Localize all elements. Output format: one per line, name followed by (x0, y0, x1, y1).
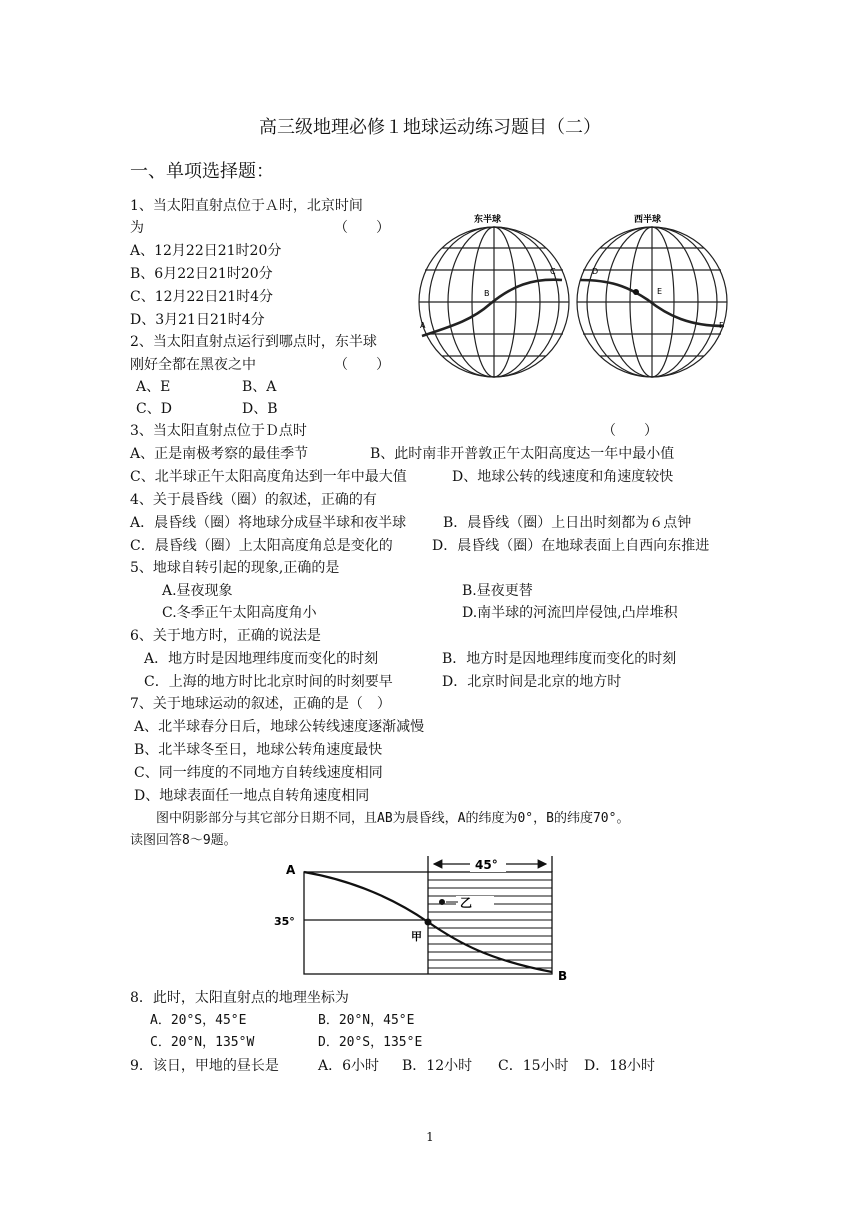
label-35-degrees: 35° (274, 915, 295, 928)
q2-option-d: D、B (242, 401, 278, 417)
label-b: B (558, 969, 568, 982)
q3-option-a: A、正是南极考察的最佳季节 (130, 446, 309, 462)
figure-intro-line1: 图中阴影部分与其它部分日期不同，且AB为晨昏线，A的纬度为0°，B的纬度70°。 (156, 811, 630, 826)
q1-option-d: D、3月21日21时4分 (130, 312, 265, 328)
label-jia: 甲 (411, 930, 422, 943)
q1-stem-line2: 为 (130, 220, 144, 236)
q6-option-d: D．北京时间是北京的地方时 (442, 674, 622, 690)
q7-stem: 7、关于地球运动的叙述，正确的是（ ） (130, 696, 391, 712)
q2-answer-bracket: （ ） (334, 357, 390, 373)
q3-option-d: D、地球公转的线速度和角速度较快 (452, 469, 674, 485)
east-hemisphere-label: 东半球 (474, 215, 502, 225)
q8-option-b: B．20°N，45°E (318, 1013, 415, 1028)
q8-option-c: C．20°N，135°W (150, 1035, 255, 1050)
terminator-figure (270, 852, 580, 982)
q9-option-c: C．15小时 (498, 1058, 569, 1074)
q4-option-d: D．晨昏线（圈）在地球表面上自西向东推进 (432, 538, 710, 554)
q5-option-a: A.昼夜现象 (162, 583, 233, 599)
point-e-label: E (657, 287, 663, 296)
point-b-label: B (484, 289, 490, 298)
q4-option-a: A．晨昏线（圈）将地球分成昼半球和夜半球 (130, 515, 407, 531)
q1-option-c: C、12月22日21时4分 (130, 289, 274, 305)
q7-option-d: D、地球表面任一地点自转角速度相同 (134, 788, 370, 804)
q7-option-b: B、北半球冬至日，地球公转角速度最快 (134, 742, 383, 758)
q3-stem: 3、当太阳直射点位于Ｄ点时 (130, 423, 307, 439)
point-a-label: A (420, 321, 426, 330)
q6-option-a: A．地方时是因地理纬度而变化的时刻 (144, 651, 379, 667)
page-number: 1 (426, 1130, 434, 1144)
q7-option-a: A、北半球春分日后，地球公转线速度逐渐减慢 (134, 719, 425, 735)
page-title: 高三级地理必修１地球运动练习题目（二） (259, 117, 601, 138)
q2-stem-line2: 刚好全都在黑夜之中 (130, 357, 256, 373)
q8-stem: 8．此时，太阳直射点的地理坐标为 (130, 990, 349, 1006)
point-yi-marker (439, 899, 445, 905)
q4-stem: 4、关于晨昏线（圈）的叙述，正确的有 (130, 492, 377, 508)
q8-option-a: A．20°S，45°E (150, 1013, 247, 1028)
q2-stem-line1: 2、当太阳直射点运行到哪点时，东半球 (130, 334, 377, 350)
q5-stem: 5、地球自转引起的现象,正确的是 (130, 560, 340, 576)
q3-answer-bracket: （ ） (602, 423, 658, 439)
east-hemisphere-globe (419, 227, 569, 377)
point-jia-marker (425, 919, 432, 926)
q1-option-a: A、12月22日21时20分 (130, 243, 282, 259)
q2-option-a: A、E (136, 379, 171, 395)
q9-option-d: D．18小时 (584, 1058, 656, 1074)
q9-stem: 9．该日，甲地的昼长是 (130, 1058, 279, 1074)
q4-option-b: B．晨昏线（圈）上日出时刻都为６点钟 (443, 515, 692, 531)
q8-option-d: D．20°S，135°E (318, 1035, 423, 1050)
hemisphere-figure (412, 208, 738, 384)
west-hemisphere-label: 西半球 (634, 215, 662, 225)
figure-intro-line2: 读图回答8～9题。 (130, 833, 237, 848)
west-hemisphere-globe (577, 227, 727, 377)
q1-stem-line1: 1、当太阳直射点位于Ａ时，北京时间 (130, 198, 363, 214)
label-a: A (286, 863, 296, 877)
q5-option-b: B.昼夜更替 (462, 583, 533, 599)
label-45-degrees: 45° (475, 858, 498, 872)
q9-option-a: A．6小时 (318, 1058, 380, 1074)
q5-option-c: C.冬季正午太阳高度角小 (162, 605, 317, 621)
q4-option-c: C．晨昏线（圈）上太阳高度角总是变化的 (130, 538, 393, 554)
q2-option-c: C、D (136, 401, 172, 417)
q6-stem: 6、关于地方时，正确的说法是 (130, 628, 321, 644)
q5-option-d: D.南半球的河流凹岸侵蚀,凸岸堆积 (462, 605, 678, 621)
point-f-label: F (719, 321, 724, 330)
q1-option-b: B、6月22日21时20分 (130, 266, 273, 282)
q9-option-b: B．12小时 (402, 1058, 473, 1074)
q3-option-c: C、北半球正午太阳高度角达到一年中最大值 (130, 469, 407, 485)
q6-option-b: B．地方时是因地理纬度而变化的时刻 (442, 651, 677, 667)
point-d-marker (633, 289, 639, 295)
label-yi: 乙 (460, 896, 473, 910)
q6-option-c: C．上海的地方时比北京时间的时刻要早 (144, 674, 393, 690)
point-d-label: D (592, 267, 599, 276)
q3-option-b: B、此时南非开普敦正午太阳高度达一年中最小值 (370, 446, 675, 462)
q2-option-b: B、A (242, 379, 277, 395)
point-c-label: C (550, 267, 556, 276)
q7-option-c: C、同一纬度的不同地方自转线速度相同 (134, 765, 383, 781)
q1-answer-bracket: （ ） (334, 220, 390, 236)
section-heading: 一、单项选择题： (130, 161, 274, 182)
